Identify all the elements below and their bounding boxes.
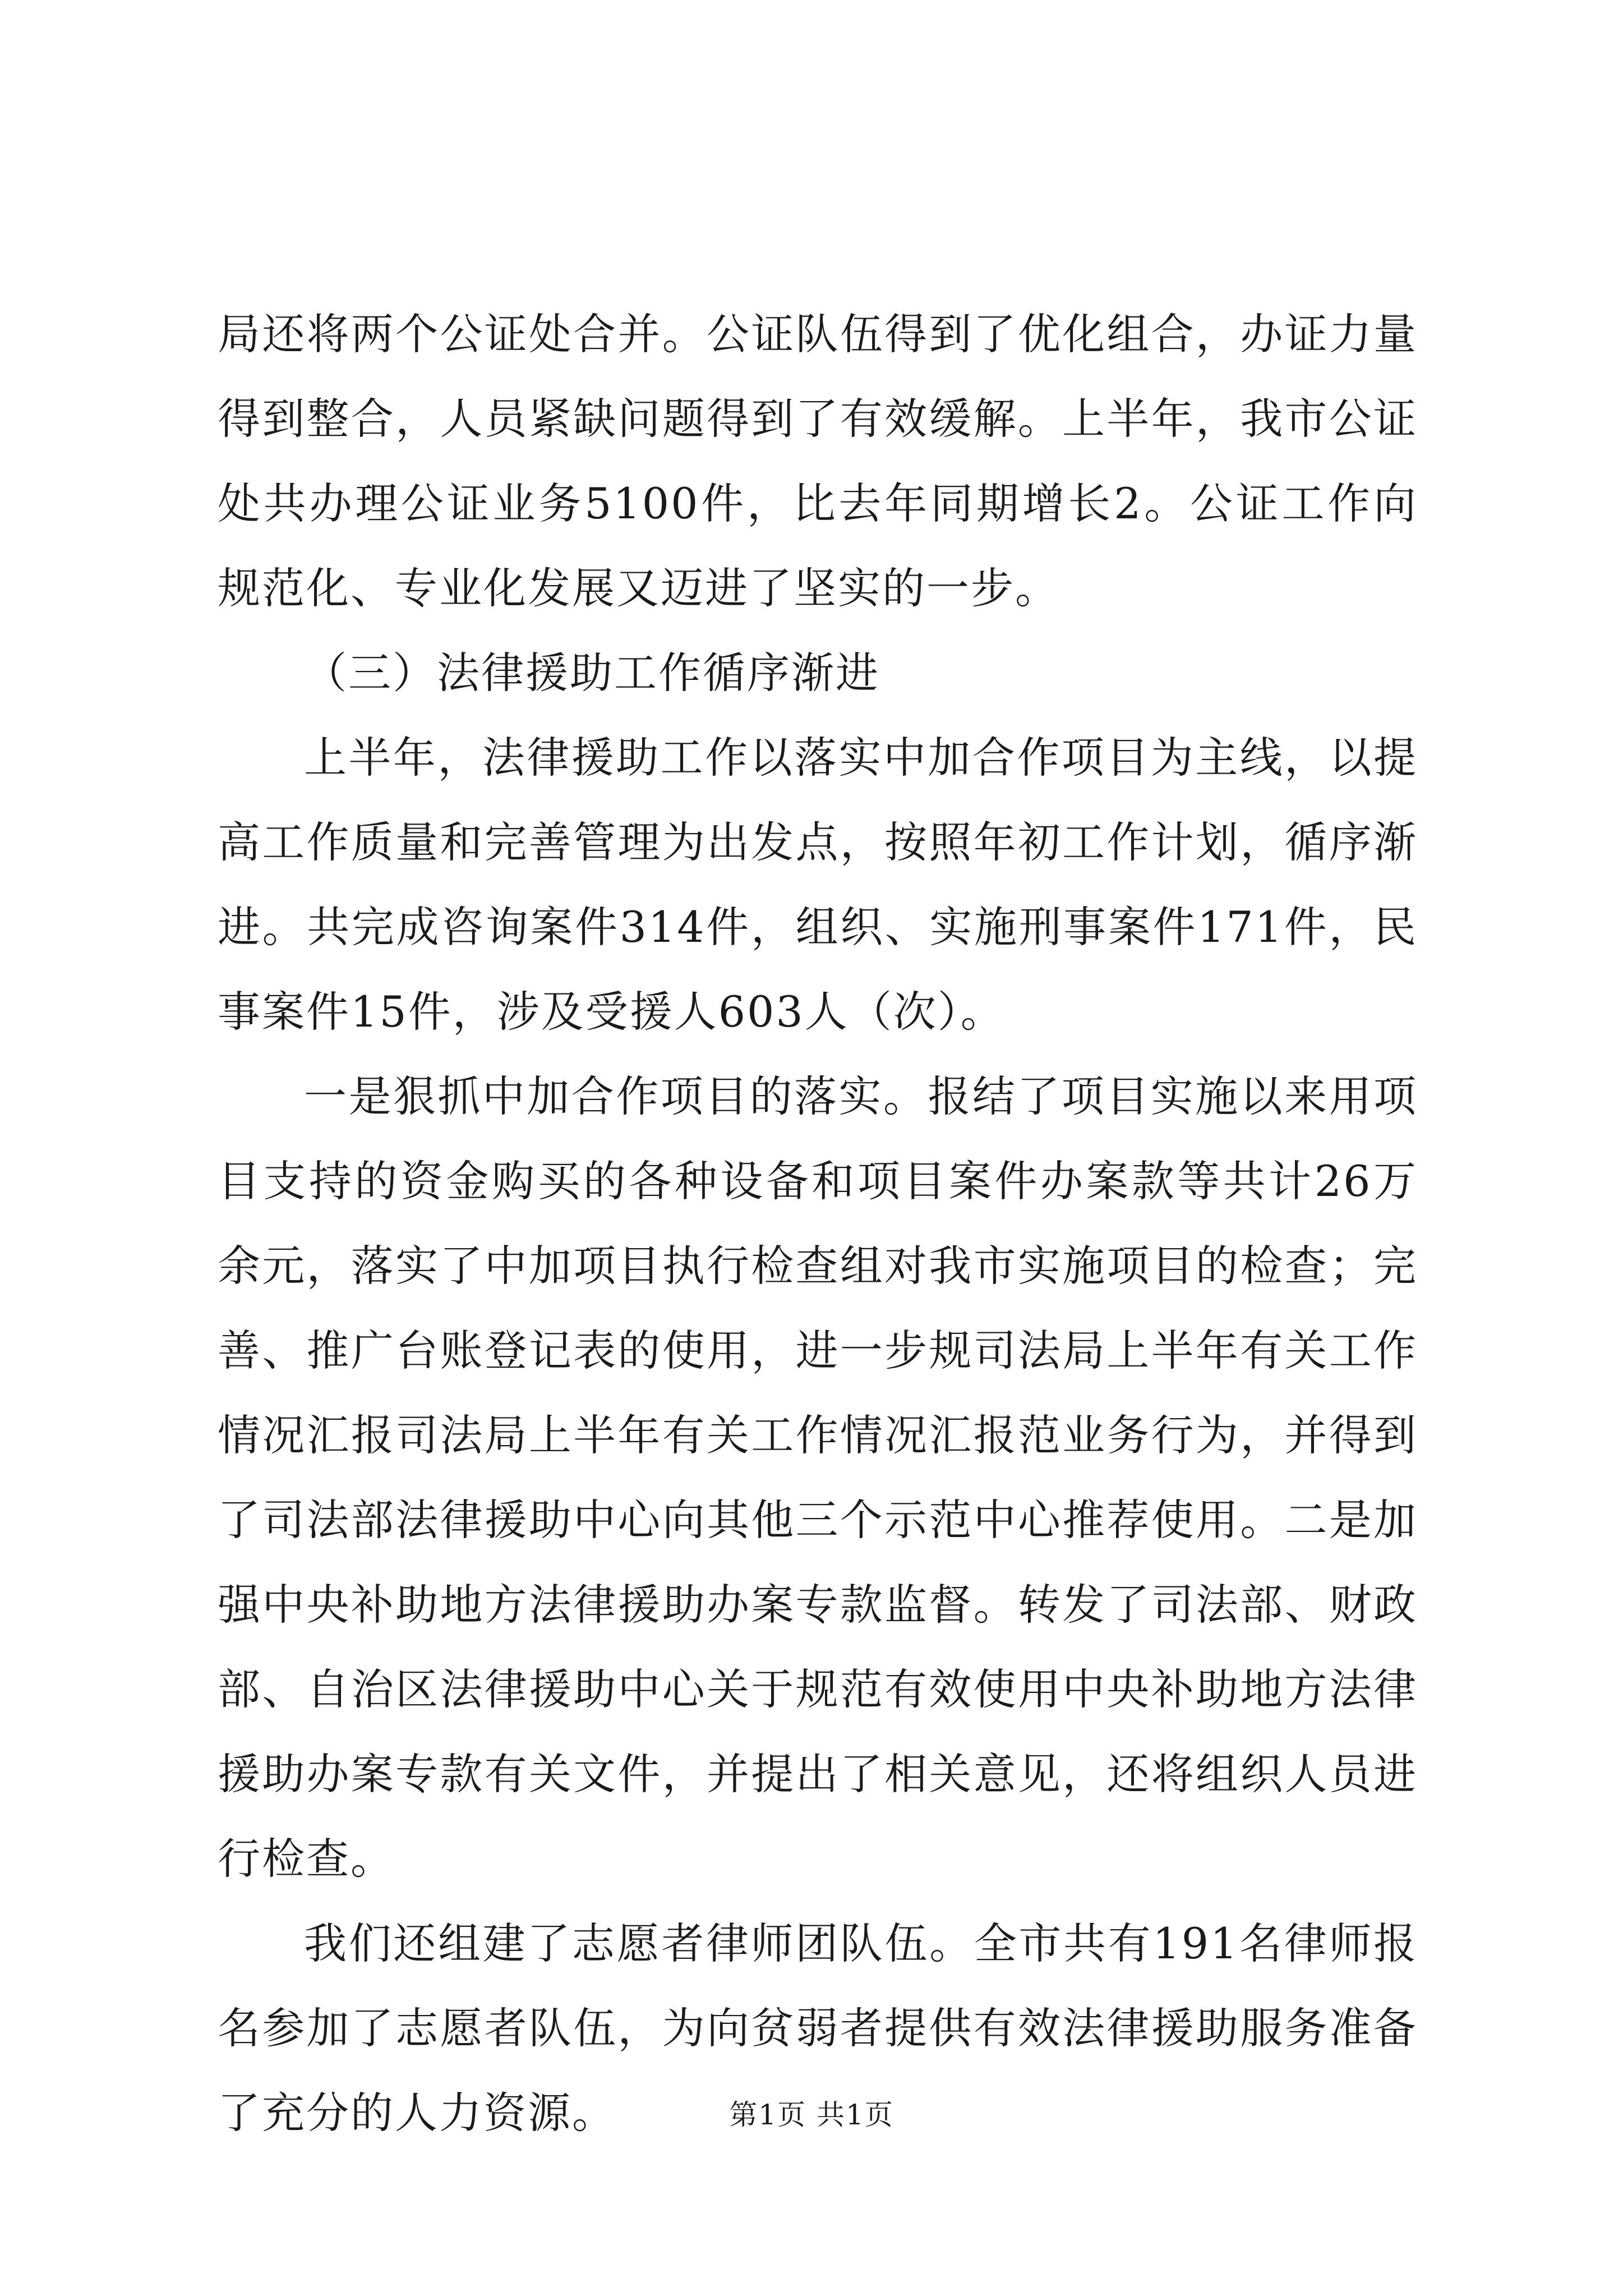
paragraph-legal-aid-summary: 上半年，法律援助工作以落实中加合作项目为主线，以提高工作质量和完善管理为出发点，按照年初工作计划，循序渐进。共完成咨询案件314件，组织、实施刑事案件171件，民事案件15件，涉及受援人603人（次）。 xyxy=(218,733,1418,1037)
paragraph-notary-merger: 局还将两个公证处合并。公证队伍得到了优化组合，办证力量得到整合，人员紧缺问题得到了有效缓解。上半年，我市公证处共办理公证业务5100件，比去年同期增长2。公证工作向规范化、专业化发展又迈进了坚实的一步。 xyxy=(218,309,1418,613)
paragraph-cooperation-project: 一是狠抓中加合作项目的落实。报结了项目实施以来用项目支持的资金购买的各种设备和项目案件办案款等共计26万余元，落实了中加项目执行检查组对我市实施项目的检查；完善、推广台账登记表的使用，进一步规司法局上半年有关工作情况汇报司法局上半年有关工作情况汇报范业务行为，并得到了司法部法律援助中心向其他三个示范中心推荐使用。二是加强中央补助地方法律援助办案专款监督。转发了司法部、财政部、自治区法律援助中心关于规范有效使用中央补助地方法律援助办案专款有关文件，并提出了相关意见，还将组织人员进行检查。 xyxy=(218,1071,1418,1884)
page-footer: 第1页 共1页 xyxy=(729,2099,894,2131)
document-body xyxy=(218,292,1418,2155)
paragraph-volunteer-lawyers: 我们还组建了志愿者律师团队伍。全市共有191名律师报名参加了志愿者队伍，为向贫弱者提供有效法律援助服务准备了充分的人力资源。 xyxy=(218,1918,1418,2138)
section-heading-legal-aid: （三）法律援助工作循序渐进 xyxy=(304,648,880,698)
